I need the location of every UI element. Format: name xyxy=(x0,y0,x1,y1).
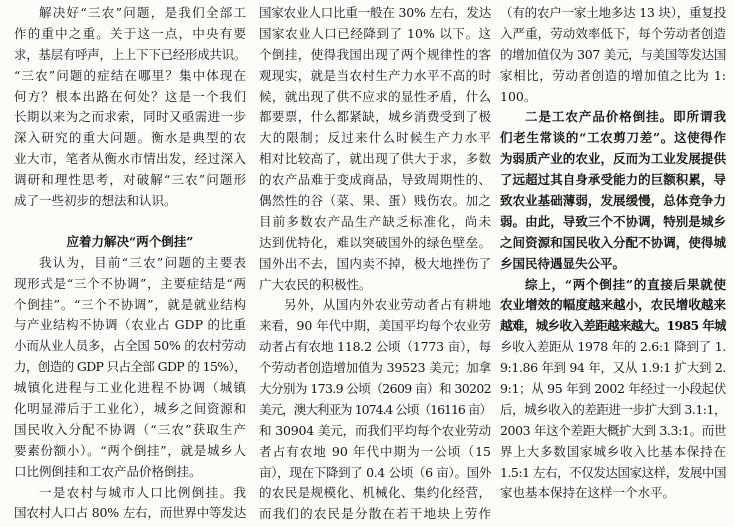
text-line xyxy=(14,128,246,149)
line-text: 国民收入分配不协调（“三农”获取生产 xyxy=(14,421,246,437)
text-line xyxy=(14,483,246,504)
line-text: 另外，从国内外农业劳动者占有耕地 xyxy=(284,297,491,313)
line-text: 化明显滞后于工业化），城乡之间资源和 xyxy=(14,401,246,417)
line-text: 家也基本保持在这样一个水平。 xyxy=(500,485,676,501)
line-text: 农业增效的幅度越来越小，农民增收越来 xyxy=(500,297,726,313)
line-text: 城镇化进程与工业化进程不协调（城镇 xyxy=(14,380,246,396)
line-text: 广大农民的积极性。 xyxy=(259,276,372,292)
line-text: 达到优特化，难以突破国外的绿色壁垒。 xyxy=(259,234,491,250)
text-line xyxy=(14,420,246,441)
text-line xyxy=(500,45,726,66)
line-text: 弱。由此，导致三个不协调，特别是城乡 xyxy=(500,213,726,229)
line-text: 我认为，目前“三农”问题的主要表 xyxy=(39,254,246,270)
line-text: 偶然性的谷（菜、果、蛋）贱伤农。加之 xyxy=(259,193,491,209)
text-line xyxy=(14,87,246,108)
text-line xyxy=(259,400,491,421)
text-line xyxy=(500,149,726,170)
text-line xyxy=(259,483,491,504)
line-text: 作的重中之重。关于这一点，中央有要 xyxy=(14,25,246,41)
text-line xyxy=(259,316,491,337)
line-text: 动者占有农地 118.2 公顷（1773 亩），每 xyxy=(259,339,491,355)
text-line xyxy=(500,66,726,87)
line-text: 100。 xyxy=(500,88,537,104)
text-line xyxy=(259,170,491,191)
line-text: 应着力解决“两个倒挂” xyxy=(66,233,194,249)
line-text: 1.5:1 左右，不仅发达国家这样，发展中国 xyxy=(500,464,726,480)
line-text: 力，创造的 GDP 只占全部 GDP 的 15%）， xyxy=(14,359,246,375)
line-text: 观现实，就是当农村生产力水平不高的时 xyxy=(259,67,491,83)
line-text: 国农村人口占 80% 左右，而世界中等发达 xyxy=(14,505,246,521)
text-line xyxy=(259,504,491,525)
text-line xyxy=(14,107,246,128)
paragraph xyxy=(500,3,726,107)
line-text: 9:1；从 95 年到 2002 年经过一小段起伏 xyxy=(500,381,726,397)
line-text: 解决好“三农”问题，是我们全部工 xyxy=(39,5,246,20)
text-line xyxy=(259,66,491,87)
section-heading xyxy=(14,232,246,253)
column-2 xyxy=(259,3,491,526)
line-text: 的农产品难于变成商品，导致周期性的、 xyxy=(259,172,491,188)
text-line xyxy=(500,463,726,484)
heading-line xyxy=(14,232,246,253)
line-text: 个倒挂”。“三个不协调”，就是就业结构 xyxy=(14,296,246,312)
text-line xyxy=(500,337,726,358)
text-line xyxy=(259,233,491,254)
line-text: 乡收入差距从 1978 年的 2.6:1 降到了 1. xyxy=(500,339,726,355)
text-line xyxy=(500,87,726,108)
text-line xyxy=(500,400,726,421)
text-line xyxy=(259,45,491,66)
text-line xyxy=(500,358,726,379)
line-text: 2003 年这个差距大概扩大到 3.3:1。而世 xyxy=(500,422,726,438)
line-text: 调研和理性思考，对破解“三农”问题形 xyxy=(14,172,246,188)
line-text: 深入研究的重大问题。衡水是典型的农 xyxy=(14,130,246,146)
text-line xyxy=(14,441,246,462)
paragraph xyxy=(14,3,246,212)
text-line xyxy=(500,316,726,337)
paragraph xyxy=(500,107,726,274)
line-text: 后，城乡收入的差距进一步扩大到 3.1:1， xyxy=(500,401,726,417)
line-text: 一是农村与城市人口比例倒挂。我 xyxy=(39,484,246,500)
column-3 xyxy=(500,3,726,525)
line-text: 何方？根本出路在何处？这是一个我们 xyxy=(14,88,246,104)
line-text: 长期以来为之而求索，同时又亟需进一步 xyxy=(14,109,246,125)
text-line xyxy=(14,503,246,524)
paragraph xyxy=(500,275,726,505)
line-text: 个劳动者创造增加值为 39523 美元；加拿 xyxy=(259,360,491,376)
column-1 xyxy=(14,3,246,525)
paragraph xyxy=(259,295,491,525)
text-line xyxy=(259,337,491,358)
text-line xyxy=(500,295,726,316)
text-line xyxy=(259,3,491,24)
text-line xyxy=(500,191,726,212)
line-text: 业大市，笔者从衡水市情出发，经过深入 xyxy=(14,151,246,167)
line-text: 美元，澳大利亚为 1074.4 公顷（16116 亩） xyxy=(259,401,491,417)
line-text: 国家农业人口已经降到了 10% 以下。这 xyxy=(259,25,491,41)
text-line xyxy=(14,336,246,357)
line-text: 亩），现在下降到了 0.4 公顷（6 亩）。国外 xyxy=(259,464,491,480)
text-line xyxy=(259,87,491,108)
text-line xyxy=(500,421,726,442)
line-text: 大分别为 173.9 公顷（2609 亩）和 30202 xyxy=(259,381,491,397)
text-line xyxy=(500,379,726,400)
text-line xyxy=(500,212,726,233)
text-line xyxy=(259,128,491,149)
line-text: 二是工农产品价格倒挂。即所谓我 xyxy=(525,109,726,125)
text-line xyxy=(14,315,246,336)
text-line xyxy=(259,24,491,45)
line-text: 个倒挂，使得我国出现了两个规律性的客 xyxy=(259,46,491,62)
text-line xyxy=(14,378,246,399)
text-line xyxy=(500,275,726,296)
text-line xyxy=(500,254,726,275)
text-line xyxy=(14,3,246,24)
line-text: 了远超过其自身承受能力的巨额积累，导 xyxy=(500,172,726,188)
text-line xyxy=(259,295,491,316)
line-text: “三农”问题的症结在哪里？集中体现在 xyxy=(14,67,246,83)
line-text: 入严重，劳动效率低下，每个劳动者创造 xyxy=(500,25,726,41)
line-text: 国家农业人口比重一般在 30% 左右，发达 xyxy=(259,5,491,20)
text-line xyxy=(259,463,491,484)
text-line xyxy=(259,212,491,233)
line-text: 乡国民待遇显失公平。 xyxy=(500,255,626,271)
line-text: 们老生常谈的“工农剪刀差”。这使得作 xyxy=(500,130,726,146)
line-text: 要素份额小）。“两个倒挂”，就是城乡人 xyxy=(14,442,246,458)
text-line xyxy=(500,170,726,191)
line-text: 国外出不去，国内卖不掉，极大地挫伤了 xyxy=(259,255,491,271)
text-line xyxy=(259,358,491,379)
text-line xyxy=(259,191,491,212)
line-text: 口比例倒挂和工农产品价格倒挂。 xyxy=(14,463,202,479)
line-text: 候，就出现了供不应求的显性矛盾，什么 xyxy=(259,88,491,104)
text-line xyxy=(14,357,246,378)
text-line xyxy=(259,379,491,400)
line-text: 小而从业人员多，占全国 50% 的农村劳动 xyxy=(14,338,246,354)
text-line xyxy=(14,24,246,45)
text-line xyxy=(259,254,491,275)
line-text: （有的农户一家土地多达 13 块），重复投 xyxy=(500,5,726,20)
line-text: 而我们的农民是分散在若干地块上劳作 xyxy=(259,506,491,522)
line-text: 求，基层有呼声，上上下下已经形成共识。 xyxy=(14,46,246,62)
line-text: 家相比，劳动者创造的增加值之比为 1: xyxy=(500,67,726,83)
text-line xyxy=(14,45,246,66)
text-line xyxy=(500,483,726,504)
text-line xyxy=(14,462,246,483)
line-text: 9:1.86 年到 94 年，又从 1.9:1 扩大到 2. xyxy=(500,360,726,376)
text-line xyxy=(259,442,491,463)
text-line xyxy=(259,275,491,296)
text-line xyxy=(500,24,726,45)
line-text: 相对比较高了，就出现了供大于求，多数 xyxy=(259,151,491,167)
text-line xyxy=(259,149,491,170)
line-text: 都要票，什么都紧缺，城乡消费受到了极 xyxy=(259,109,491,125)
line-text: 现形式是“三个不协调”，主要症结是“两 xyxy=(14,275,246,291)
text-line xyxy=(259,107,491,128)
paragraph xyxy=(259,3,491,295)
text-line xyxy=(14,191,246,212)
line-text: 成了一些初步的想法和认识。 xyxy=(14,193,177,209)
paragraph xyxy=(14,483,246,525)
line-text: 的增加值仅为 307 美元，与美国等发达国 xyxy=(500,46,726,62)
text-line xyxy=(500,3,726,24)
line-text: 的农民是规模化、机械化、集约化经营， xyxy=(259,485,491,501)
line-text: 大的限制；反过来什么时候生产力水平 xyxy=(259,130,491,146)
line-text: 与产业结构不协调（农业占 GDP 的比重 xyxy=(14,317,246,333)
text-line xyxy=(259,421,491,442)
line-text: 者占有农地 90 年代中期为一公顷（15 xyxy=(259,443,491,459)
text-line xyxy=(14,149,246,170)
line-text: 目前多数农产品生产缺乏标准化，尚未 xyxy=(259,213,491,229)
text-line xyxy=(500,107,726,128)
text-line xyxy=(14,253,246,274)
line-text: 之间资源和国民收入分配不协调，使得城 xyxy=(500,234,726,250)
line-text: 为弱质产业的农业，反而为工业发展提供 xyxy=(500,151,726,167)
text-line xyxy=(500,442,726,463)
line-text: 致农业基础薄弱，发展缓慢，总体竞争力 xyxy=(500,193,726,209)
text-line xyxy=(14,274,246,295)
line-text: 和 30904 美元，而我们平均每个农业劳动 xyxy=(259,422,491,438)
line-text: 界上大多数国家城乡收入比基本保持在 xyxy=(500,443,726,459)
line-text: 越难，城乡收入差距越来越大。1985 年城 xyxy=(500,318,726,334)
paragraph xyxy=(14,253,246,483)
text-line xyxy=(14,170,246,191)
text-line xyxy=(14,66,246,87)
text-line xyxy=(500,128,726,149)
line-text: 来看，90 年代中期，美国平均每个农业劳 xyxy=(259,318,491,334)
text-line xyxy=(14,295,246,316)
line-text: 综上，“两个倒挂”的直接后果就使 xyxy=(525,276,726,292)
text-line xyxy=(500,233,726,254)
text-line xyxy=(14,399,246,420)
